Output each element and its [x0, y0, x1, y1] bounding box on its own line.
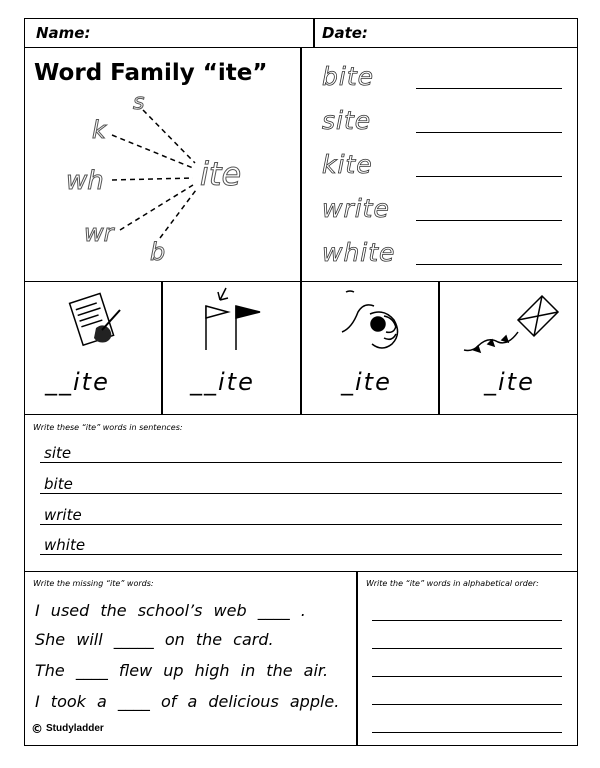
- picture-divider-3: [438, 281, 440, 415]
- name-label: Name:: [36, 24, 91, 42]
- picture-blank-2: __ite: [190, 368, 255, 396]
- missing-instruction: Write the missing “ite” words:: [33, 579, 154, 588]
- missing-sentence-2: She will _____ on the card.: [35, 630, 274, 649]
- sentence-line-2[interactable]: [40, 493, 562, 494]
- trace-word-4: write: [322, 194, 390, 223]
- prefix-wh: wh: [66, 166, 104, 196]
- date-field[interactable]: [370, 22, 570, 46]
- wheel-center-ite: ite: [200, 155, 242, 193]
- trace-word-2: site: [322, 106, 372, 135]
- picture-blank-1: __ite: [45, 368, 110, 396]
- sentence-word-4: white: [44, 536, 86, 554]
- missing-divider: [356, 571, 358, 746]
- sentence-word-2: bite: [44, 475, 73, 493]
- sentence-line-4[interactable]: [40, 554, 562, 555]
- answer-line-5[interactable]: [416, 264, 562, 265]
- alpha-line-5[interactable]: [372, 732, 562, 733]
- picture-blank-4: _ite: [484, 368, 535, 396]
- picture-blank-3: _ite: [341, 368, 392, 396]
- kite-icon: [462, 292, 562, 362]
- prefix-k: k: [92, 116, 106, 144]
- date-label: Date:: [322, 24, 368, 42]
- sentence-line-3[interactable]: [40, 524, 562, 525]
- header-divider: [313, 18, 315, 48]
- trace-word-3: kite: [322, 150, 373, 179]
- sentence-word-1: site: [44, 444, 72, 462]
- copyright-icon: ©: [31, 722, 43, 736]
- missing-sentence-1: I used the school’s web ____ .: [35, 601, 306, 620]
- answer-line-1[interactable]: [416, 88, 562, 89]
- sentence-word-3: write: [44, 506, 82, 524]
- answer-line-2[interactable]: [416, 132, 562, 133]
- panel-divider: [300, 47, 302, 282]
- alpha-line-4[interactable]: [372, 704, 562, 705]
- alpha-line-2[interactable]: [372, 648, 562, 649]
- picture-divider-2: [300, 281, 302, 415]
- alpha-line-3[interactable]: [372, 676, 562, 677]
- worksheet-title: Word Family “ite”: [34, 60, 268, 86]
- trace-word-1: bite: [322, 62, 374, 91]
- missing-sentence-4: I took a ____ of a delicious apple.: [35, 692, 340, 711]
- missing-sentence-3: The ____ flew up high in the air.: [35, 661, 329, 680]
- flags-icon: [196, 286, 266, 352]
- studyladder-logo: Studyladder: [46, 723, 104, 734]
- prefix-s: s: [133, 90, 145, 115]
- name-field[interactable]: [90, 22, 305, 46]
- sentence-line-1[interactable]: [40, 462, 562, 463]
- bite-apple-icon: [340, 286, 410, 356]
- alphabetical-instruction: Write the “ite” words in alphabetical order:: [366, 579, 539, 588]
- prefix-b: b: [150, 238, 166, 266]
- prefix-wr: wr: [84, 219, 114, 247]
- alpha-line-1[interactable]: [372, 620, 562, 621]
- sentences-instruction: Write these “ite” words in sentences:: [33, 423, 183, 432]
- picture-divider-1: [161, 281, 163, 415]
- answer-line-4[interactable]: [416, 220, 562, 221]
- trace-word-5: white: [322, 238, 396, 267]
- missing-words-section: [24, 571, 578, 746]
- answer-line-3[interactable]: [416, 176, 562, 177]
- paper-pen-icon: [66, 290, 126, 352]
